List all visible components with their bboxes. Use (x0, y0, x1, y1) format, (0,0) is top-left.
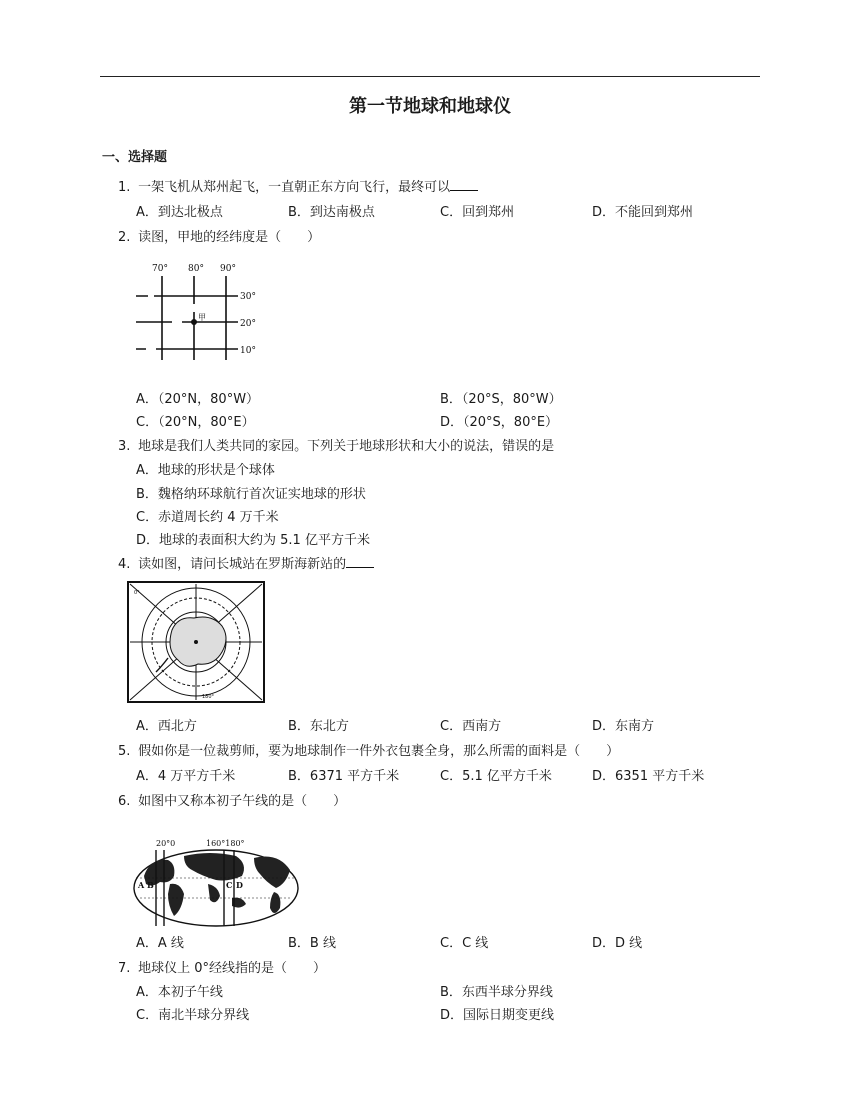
question-text: 一架飞机从郑州起飞，一直朝正东方向飞行，最终可以 (138, 180, 451, 195)
option-b[interactable]: B．东西半球分界线 (440, 985, 553, 1000)
option-b[interactable]: B．6371 平方千米 (288, 769, 400, 784)
option-a[interactable]: A．本初子午线 (136, 985, 223, 1000)
option-a[interactable]: A．西北方 (136, 719, 197, 734)
option-a[interactable]: A．地球的形状是个球体 (136, 463, 275, 478)
option-a[interactable]: A．4 万平方千米 (136, 769, 236, 784)
grid-label: 80° (188, 264, 204, 274)
question-text: 如图中又称本初子午线的是（ ） (138, 794, 347, 809)
question-1 (118, 176, 478, 195)
question-text: 假如你是一位裁剪师，要为地球制作一件外衣包裹全身，那么所需的面料是（ ） (138, 744, 620, 759)
line-label-a: A (138, 880, 145, 890)
option-a[interactable]: A．（20°N，80°W） (136, 392, 260, 407)
option-c[interactable]: C．南北半球分界线 (136, 1008, 250, 1023)
question-number: 6. (118, 794, 131, 809)
map-label: 20°0 (156, 839, 176, 848)
option-b[interactable]: B．（20°S，80°W） (440, 392, 562, 407)
grid-label: 10° (240, 346, 256, 356)
option-d[interactable]: D．（20°S，80°E） (440, 415, 559, 430)
lat-lon-grid-figure (128, 260, 268, 372)
svg-text:0°: 0° (134, 590, 140, 596)
option-c[interactable]: C．西南方 (440, 719, 502, 734)
point-label: 甲 (198, 313, 206, 322)
question-4 (118, 553, 374, 572)
option-c[interactable]: C．（20°N，80°E） (136, 415, 255, 430)
question-number: 1. (118, 180, 131, 195)
svg-text:180°: 180° (202, 694, 215, 700)
point-jia-marker (191, 319, 197, 325)
question-3 (118, 435, 554, 454)
answer-blank (450, 178, 478, 191)
option-c[interactable]: C．回到郑州 (440, 205, 515, 220)
option-c[interactable]: C．赤道周长约 4 万千米 (136, 510, 279, 525)
option-c[interactable]: C．5.1 亿平方千米 (440, 769, 552, 784)
section-heading: 一、选择题 (102, 150, 168, 165)
option-d[interactable]: D．地球的表面积大约为 5.1 亿平方千米 (136, 533, 370, 548)
question-text: 读如图，请问长城站在罗斯海新站的 (138, 557, 347, 572)
line-label-b: B (147, 880, 154, 890)
grid-label: 30° (240, 292, 256, 302)
question-text: 地球是我们人类共同的家园。下列关于地球形状和大小的说法，错误的是 (138, 439, 555, 454)
question-text: 地球仪上 0°经线指的是（ ） (138, 961, 327, 976)
option-c[interactable]: C．C 线 (440, 936, 489, 951)
question-7 (118, 957, 326, 976)
option-d[interactable]: D．东南方 (592, 719, 655, 734)
answer-blank (346, 555, 374, 568)
question-number: 3. (118, 439, 131, 454)
question-number: 4. (118, 557, 131, 572)
world-map-figure (130, 836, 302, 928)
page-title: 第一节地球和地球仪 (349, 96, 511, 117)
line-label-d: D (236, 880, 243, 890)
question-number: 5. (118, 744, 131, 759)
question-number: 2. (118, 230, 131, 245)
option-a[interactable]: A．到达北极点 (136, 205, 223, 220)
grid-label: 90° (220, 264, 236, 274)
map-label: 160°180° (206, 839, 245, 848)
question-5 (118, 740, 619, 759)
question-number: 7. (118, 961, 131, 976)
antarctica-polar-map-figure (126, 580, 266, 706)
option-b[interactable]: B．魏格纳环球航行首次证实地球的形状 (136, 487, 366, 502)
option-b[interactable]: B．到达南极点 (288, 205, 375, 220)
question-2 (118, 226, 320, 245)
question-text: 读图，甲地的经纬度是（ ） (138, 230, 321, 245)
option-a[interactable]: A．A 线 (136, 936, 184, 951)
header-rule (100, 76, 760, 77)
question-6 (118, 790, 346, 809)
option-b[interactable]: B．B 线 (288, 936, 336, 951)
line-label-c: C (226, 880, 233, 890)
option-b[interactable]: B．东北方 (288, 719, 349, 734)
grid-label: 70° (152, 264, 168, 274)
option-d[interactable]: D．不能回到郑州 (592, 205, 694, 220)
option-d[interactable]: D．国际日期变更线 (440, 1008, 555, 1023)
option-d[interactable]: D．D 线 (592, 936, 643, 951)
option-d[interactable]: D．6351 平方千米 (592, 769, 705, 784)
grid-label: 20° (240, 319, 256, 329)
